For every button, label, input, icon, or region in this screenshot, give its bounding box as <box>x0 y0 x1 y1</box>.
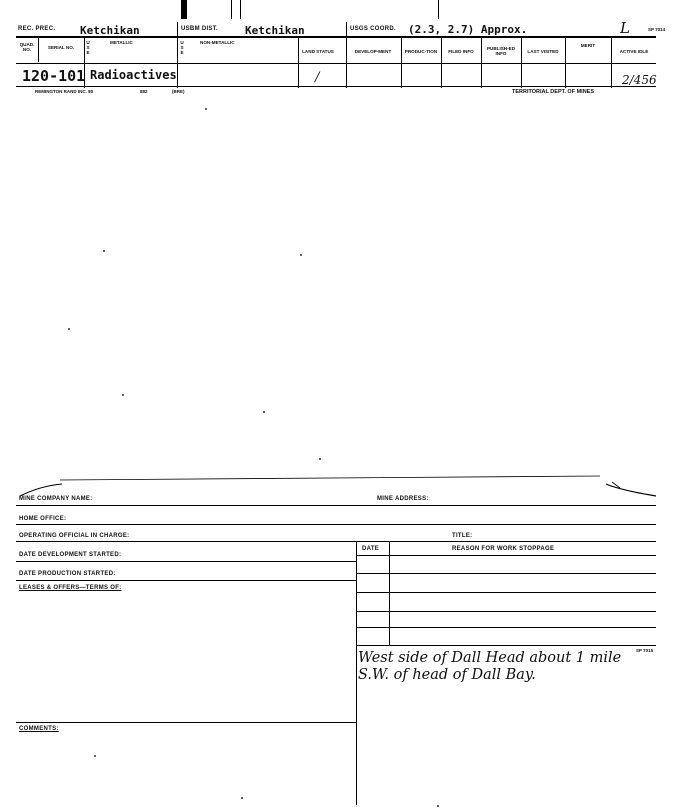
torn-top-edge <box>0 470 678 500</box>
leases-offers-label: LEASES & OFFERS—TERMS OF: <box>19 585 122 591</box>
printer-sub: (BRE) <box>172 89 185 94</box>
rule-home-office <box>16 524 656 525</box>
col-land-status: LAND STATUS <box>302 48 334 54</box>
rec-prec-label: REC. PREC. <box>18 26 56 32</box>
header-divider-1 <box>177 22 178 36</box>
rule-table-row-3 <box>356 611 656 612</box>
header-divider-2 <box>346 22 347 36</box>
form-number-bottom: SP 7015 <box>636 648 654 653</box>
handwritten-note-line-2: S.W. of head of Dall Bay. <box>358 667 536 683</box>
index-tab-line-3 <box>438 0 439 19</box>
rule-table-row-4 <box>356 627 656 628</box>
rec-prec-value: Ketchikan <box>80 24 140 37</box>
rule-date-dev <box>16 561 356 562</box>
record-bottom-rule <box>16 86 656 87</box>
usgs-coord-label: USGS COORD. <box>350 26 396 32</box>
index-tab-left <box>181 0 187 19</box>
col-published-info: PUBLISH-ED INFO <box>486 46 516 56</box>
col-filed-info: FILED INFO <box>448 48 474 54</box>
col-metallic: METALLIC <box>110 40 133 45</box>
form-number-top: SP 7014 <box>648 27 666 32</box>
col-use-nonmetallic: USE <box>180 40 184 55</box>
col-serial-no: SERIAL NO. <box>47 44 75 50</box>
date-dev-started-label: DATE DEVELOPMENT STARTED: <box>19 552 122 558</box>
col-line-quad <box>38 38 39 62</box>
usbm-dist-value: Ketchikan <box>245 24 305 37</box>
date-col-label: DATE <box>362 546 380 552</box>
record-commodity: Radioactives <box>90 68 177 82</box>
usgs-coord-value: (2.3, 2.7) Approx. <box>408 23 528 36</box>
col-merit: MERIT <box>580 42 596 48</box>
usbm-dist-label: USBM DIST. <box>181 26 219 32</box>
rule-operating <box>16 541 656 542</box>
title-label: TITLE: <box>452 533 473 539</box>
department-label: TERRITORIAL DEPT. OF MINES <box>512 89 594 95</box>
home-office-label: HOME OFFICE: <box>19 516 67 522</box>
printer-label: REMINGTON RAND INC. 80 <box>35 89 94 94</box>
mine-company-name-label: MINE COMPANY NAME: <box>19 496 93 502</box>
col-last-visited: LAST VISITED <box>527 48 559 54</box>
corner-mark: L <box>620 19 630 37</box>
rule-table-head <box>356 555 656 556</box>
col-use-metallic: USE <box>86 40 90 55</box>
mine-address-label: MINE ADDRESS: <box>377 496 429 502</box>
rule-table-row-2 <box>356 592 656 593</box>
col-non-metallic: NON-METALLIC <box>200 40 235 45</box>
reason-col-label: REASON FOR WORK STOPPAGE <box>452 546 555 552</box>
record-quad-serial: 120-101 <box>22 67 86 85</box>
headings-bottom-rule <box>16 63 656 64</box>
rule-table-row-1 <box>356 573 656 574</box>
date-prod-started-label: DATE PRODUCTION STARTED: <box>19 571 116 577</box>
date-col-divider <box>389 541 390 645</box>
printer-code: 882 <box>140 89 148 94</box>
right-panel-divider <box>356 541 357 805</box>
rule-comments <box>16 722 356 723</box>
record-land-status-mark: / <box>315 70 320 85</box>
rule-table-row-5 <box>356 645 656 646</box>
col-production: PRODUC-TION <box>404 48 438 54</box>
handwritten-note <box>358 650 621 684</box>
header-bottom-rule <box>16 36 656 38</box>
handwritten-note-line-1: West side of Dall Head about 1 mile <box>358 650 622 666</box>
operating-official-label: OPERATING OFFICIAL IN CHARGE: <box>19 533 130 539</box>
record-active-idle-mark: 2/456 <box>622 73 657 87</box>
index-tab-line-1 <box>231 0 232 19</box>
comments-label: COMMENTS: <box>19 726 59 732</box>
index-tab-line-2 <box>240 0 241 19</box>
rule-date-prod <box>16 580 356 581</box>
rule-mine-company <box>16 505 656 506</box>
col-quad-no: QUAD. NO. <box>19 42 35 52</box>
col-active-idle: ACTIVE IDLE <box>619 48 649 54</box>
col-development: DEVELOP-MENT <box>354 48 392 54</box>
